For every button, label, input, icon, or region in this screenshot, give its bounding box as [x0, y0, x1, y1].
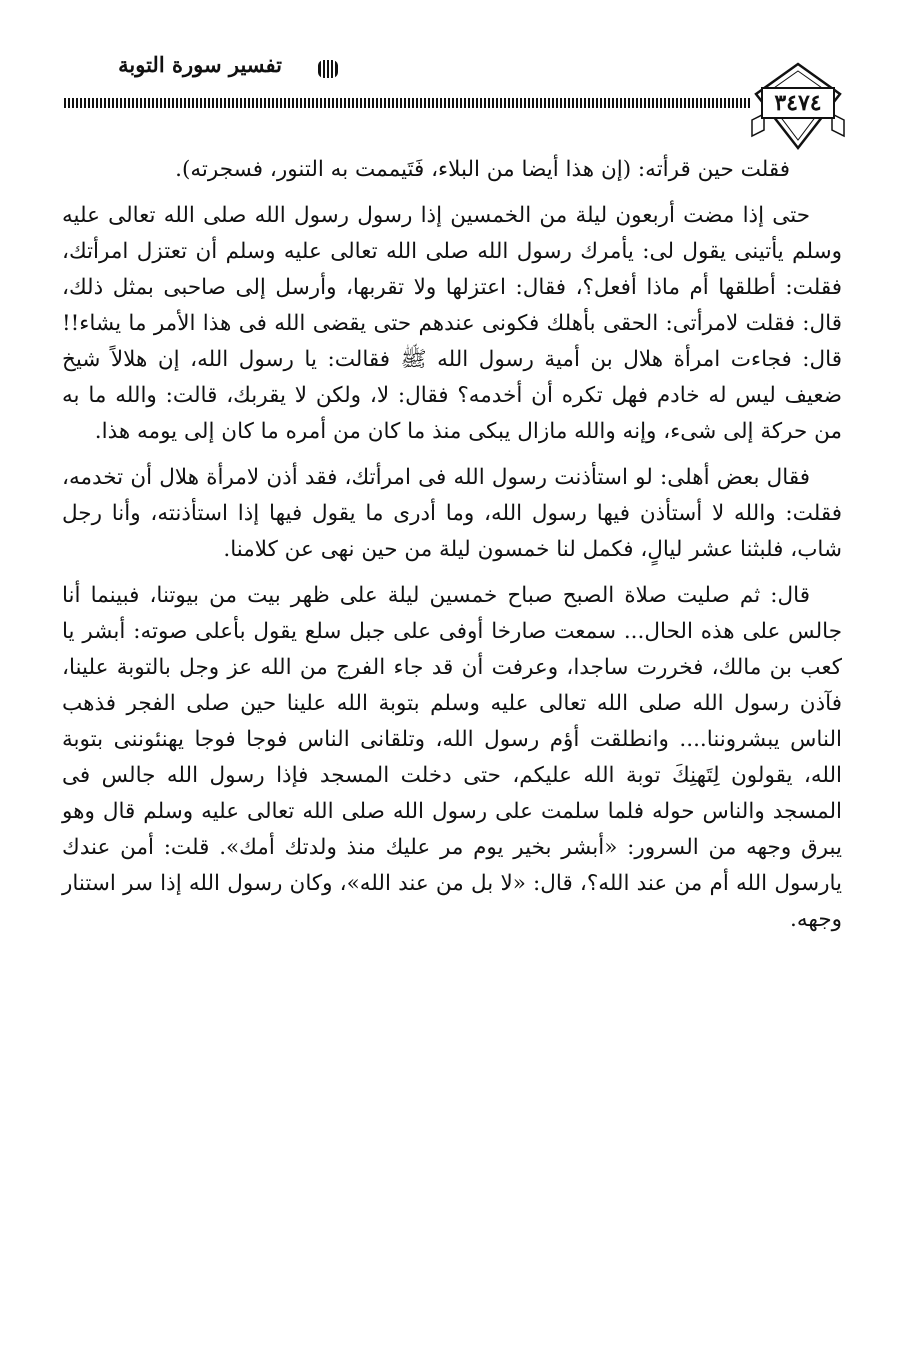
page-number: ٣٤٧٤: [774, 90, 822, 116]
running-title: تفسير سورة التوبة: [118, 52, 282, 77]
page-header: [0, 0, 916, 160]
paragraph: فقال بعض أهلى: لو استأذنت رسول الله فى امرأتك، فقد أذن لامرأة هلال أن تخدمه، فقلت: والله لا أستأذن فيها رسول الله، وما أدرى ما يقول فيها إذا استأذنته، وأنا رجل شاب، فلبثنا عشر ليالٍ، فكمل لنا خمسون ليلة من حين نهى عن كلامنا.: [62, 465, 842, 562]
page-body: [62, 152, 842, 948]
page-number-badge: [750, 60, 846, 154]
paragraph: قال: ثم صليت صلاة الصبح صباح خمسين ليلة على ظهر بيت من بيوتنا، فبينما أنا جالس على هذه الحال... سمعت صارخا أوفى على جبل سلع يقول بأعلى صوته: أبشر يا كعب بن مالك، فخررت ساجدا، وعرفت أن قد جاء الفرج من الله عز وجل بالتوبة علينا، فآذن رسول الله صلى الله تعالى عليه وسلم بتوبة الله علينا حين صلى الفجر فذهب الناس يبشروننا.... وانطلقت أؤم رسول الله، وتلقانى الناس فوجا فوجا يهنئوننى بتوبة الله، يقولون لِتَهنِكَ توبة الله عليكم، حتى دخلت المسجد فإذا رسول الله جالس فى المسجد والناس حوله فلما سلمت على رسول الله صلى الله تعالى عليه وسلم قال وهو يبرق وجهه من السرور: «أبشر بخير يوم مر عليك منذ ولدتك أمك». قلت: أمن عندك يارسول الله أم من عند الله؟، قال: «لا بل من عند الله»، وكان رسول الله إذا سر استنار وجهه.: [62, 583, 842, 932]
header-rule: [64, 98, 750, 108]
ornament-icon: [316, 56, 340, 82]
paragraph: حتى إذا مضت أربعون ليلة من الخمسين إذا رسول رسول الله صلى الله تعالى عليه وسلم يأتينى يقول لى: يأمرك رسول الله صلى الله تعالى عليه وسلم أن تعتزل امرأتك، فقلت: أطلقها أم ماذا أفعل؟، فقال: اعتزلها ولا تقربها، وأرسل إلى صاحبى بمثل ذلك، قال: فقلت لامرأتى: الحقى بأهلك فكونى عندهم حتى يقضى الله فى هذا الأمر ما يشاء!! قال: فجاءت امرأة هلال بن أمية رسول الله ﷺ فقالت: يا رسول الله، إن هلالاً شيخ ضعيف ليس له خادم فهل تكره أن أخدمه؟ فقال: لا، ولكن لا يقربك، قالت: والله ما به من حركة إلى شىء، وإنه والله مازال يبكى منذ ما كان من أمره ما كان إلى يومه هذا.: [62, 203, 842, 444]
paragraph: فقلت حين قرأته: (إن هذا أيضا من البلاء، فَتَيممت به التنور، فسجرته).: [175, 157, 790, 182]
